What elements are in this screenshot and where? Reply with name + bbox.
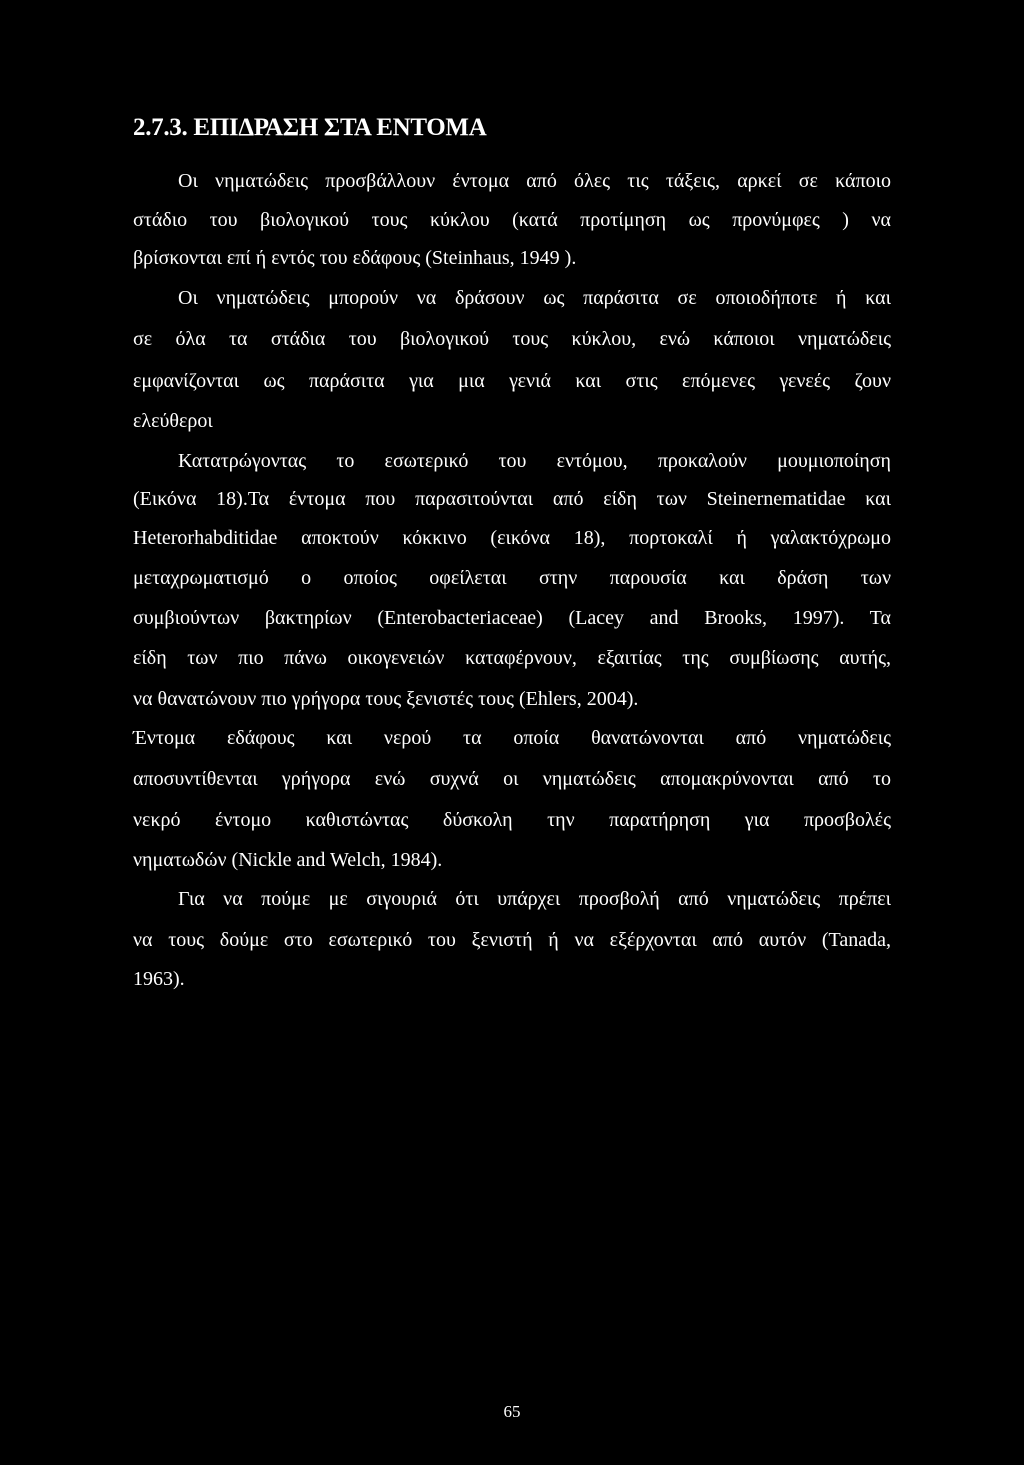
text-line: 1963). — [133, 968, 185, 990]
text-line: σε όλα τα στάδια του βιολογικού τους κύκλου, ενώ κάποιοι νηματώδεις — [133, 328, 891, 350]
text-line: Για να πούμε με σιγουριά ότι υπάρχει προσβολή από νηματώδεις πρέπει — [178, 888, 891, 910]
section-heading: 2.7.3. ΕΠΙΔΡΑΣΗ ΣΤΑ ΕΝΤΟΜΑ — [133, 114, 487, 141]
page-number: 65 — [503, 1402, 521, 1421]
text-line: Heterorhabditidae αποκτούν κόκκινο (εικόνα 18), πορτοκαλί ή γαλακτόχρωμο — [133, 527, 891, 549]
text-line: ελεύθεροι — [133, 410, 213, 432]
text-line: συμβιούντων βακτηρίων (Enterobacteriaceae) (Lacey and Brooks, 1997). Τα — [133, 607, 891, 629]
text-line: αποσυντίθενται γρήγορα ενώ συχνά οι νηματώδεις απομακρύνονται από το — [133, 768, 891, 790]
text-line: νεκρό έντομο καθιστώντας δύσκολη την παρατήρηση για προσβολές — [133, 809, 891, 831]
text-line: βρίσκονται επί ή εντός του εδάφους (Steinhaus, 1949 ). — [133, 247, 577, 269]
text-line: εμφανίζονται ως παράσιτα για μια γενιά και στις επόμενες γενεές ζουν — [133, 370, 891, 392]
text-line: Οι νηματώδεις προσβάλλουν έντομα από όλες τις τάξεις, αρκεί σε κάποιο — [178, 170, 891, 192]
text-line: νηματωδών (Nickle and Welch, 1984). — [133, 849, 443, 871]
text-line: (Εικόνα 18).Τα έντομα που παρασιτούνται από είδη των Steinernematidae και — [133, 488, 891, 510]
text-line: Οι νηματώδεις μπορούν να δράσουν ως παράσιτα σε οποιοδήποτε ή και — [178, 287, 891, 309]
text-line: να τους δούμε στο εσωτερικό του ξενιστή ή να εξέρχονται από αυτόν (Tanada, — [133, 929, 891, 951]
text-line: να θανατώνουν πιο γρήγορα τους ξενιστές τους (Ehlers, 2004). — [133, 688, 639, 710]
text-line: στάδιο του βιολογικού τους κύκλου (κατά προτίμηση ως προνύμφες ) να — [133, 209, 891, 231]
text-line: είδη των πιο πάνω οικογενειών καταφέρνουν, εξαιτίας της συμβίωσης αυτής, — [133, 647, 891, 669]
text-line: Έντομα εδάφους και νερού τα οποία θανατώνονται από νηματώδεις — [133, 727, 891, 749]
text-line: Κατατρώγοντας το εσωτερικό του εντόμου, προκαλούν μουμιοποίηση — [178, 450, 891, 472]
text-line: μεταχρωματισμό ο οποίος οφείλεται στην παρουσία και δράση των — [133, 567, 891, 589]
